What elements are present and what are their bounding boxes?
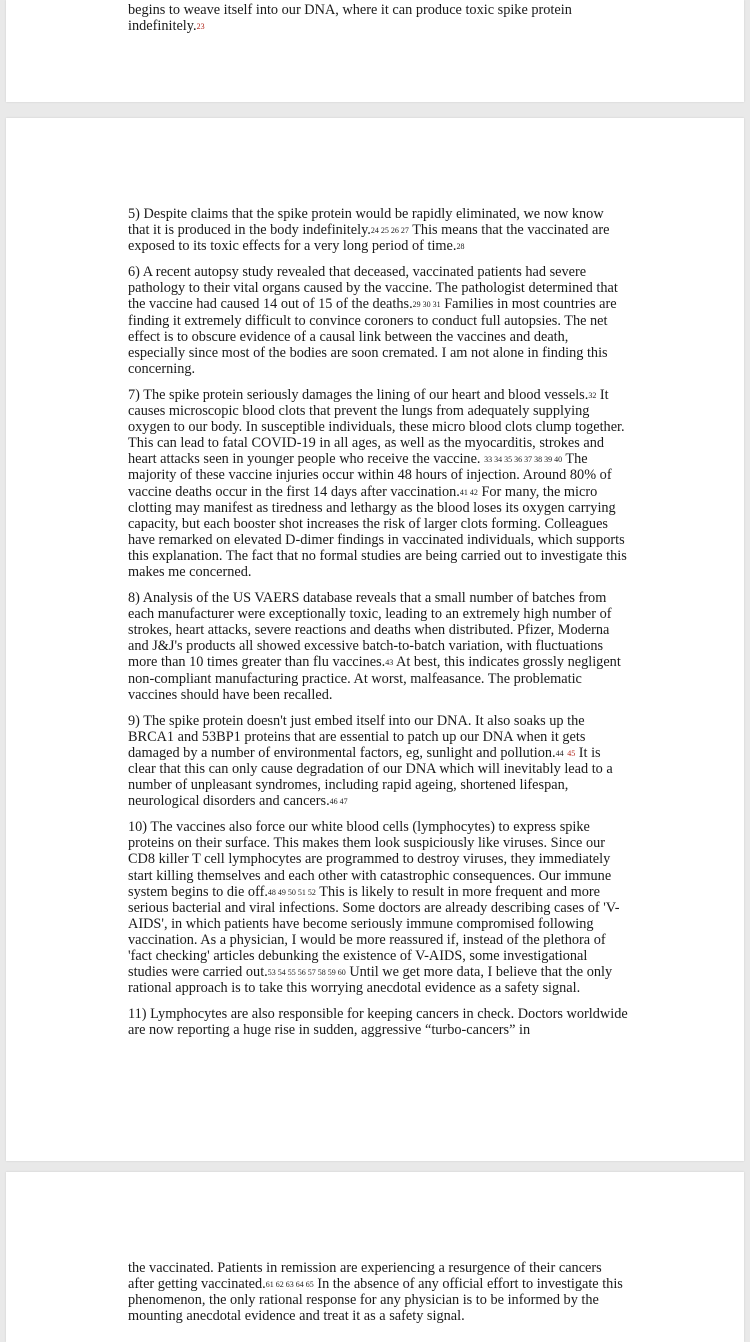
page-3-text: [128, 1260, 628, 1334]
paragraph-5: 5) Despite claims that the spike protein would be rapidly eliminated, we now know that it is produced in the body indefinitely.24 25 26 27 This means that the vaccinated are exposed to its toxic effects for a very long period of time.28: [128, 206, 610, 255]
footnote-ref[interactable]: 45: [567, 748, 576, 758]
paragraph-11-continued: the vaccinated. Patients in remission are experiencing a resurgence of their cancers after getting vaccinated.61 62 63 64 65 In the absence of any official effort to investigate this phenomenon, the only rational response for any physician is to be informed by the mounting anecdotal evidence and treat it as a safety signal.: [128, 1260, 623, 1325]
paragraph-7: 7) The spike protein seriously damages the lining of our heart and blood vessels.32 It causes microscopic blood clots that prevent the lungs from adequately supplying oxygen to our body. In susceptible individuals, these micro blood clots clump together. This can lead to fatal COVID-19 in all ages, as well as the myocarditis, strokes and heart attacks seen in younger people who receive the vaccine. 33 34 35 36 37 38 39 40 The majority of these vaccine injuries occur within 48 hours of injection. Around 80% of vaccine deaths occur in the first 14 days after vaccination.41 42 For many, the micro clotting may manifest as tiredness and lethargy as the blood loses its oxygen carrying capacity, but each booster shot increases the risk of larger clots forming. Colleagues have remarked on elevated D-dimer findings in vaccinated individuals, which supports this explanation. The fact that no formal studies are being carried out to investigate this makes me concerned.: [128, 386, 627, 580]
footnote-ref[interactable]: 28: [456, 242, 465, 252]
page-2-text: [128, 206, 628, 1049]
footnote-ref[interactable]: 32: [588, 390, 597, 400]
paragraph-6: 6) A recent autopsy study revealed that deceased, vaccinated patients had severe pathology to their vital organs caused by the vaccine. The pathologist determined that the vaccine had caused 14 out of 15 of the deaths.29 30 31 Families in most countries are finding it extremely difficult to convince coroners to conduct full autopsies. The net effect is to obscure evidence of a causal link between the vaccines and death, especially since most of the bodies are soon cremated. I am not alone in finding this concerning.: [128, 264, 618, 377]
page-2: [6, 118, 744, 1161]
footnote-ref[interactable]: 61 62 63 64 65: [265, 1280, 314, 1290]
footnote-ref[interactable]: 23: [196, 22, 205, 32]
page-1-text: [128, 2, 628, 44]
footnote-ref[interactable]: 53 54 55 56 57 58 59 60: [267, 968, 346, 978]
footnote-ref[interactable]: 33 34 35 36 37 38 39 40: [484, 455, 563, 465]
paragraph-10: 10) The vaccines also force our white blood cells (lymphocytes) to express spike proteins on their surface. This makes them look suspiciously like viruses. Since our CD8 killer T cell lymphocytes are programmed to destroy viruses, they immediately start killing themselves and each other with catastrophic consequences. Our immune system begins to die off.48 49 50 51 52 This is likely to result in more frequent and more serious bacterial and viral infections. Some doctors are already describing cases of 'V-AIDS', in which patients have become seriously immune compromised following vaccination. As a physician, I would be more reassured if, instead of the plethora of 'fact checking' articles debunking the existence of V-AIDS, some investigational studies were carried out.53 54 55 56 57 58 59 60 Until we get more data, I believe that the only rational approach is to take this worrying anecdotal evidence as a safety signal.: [128, 819, 620, 997]
footnote-ref[interactable]: 41 42: [459, 487, 478, 497]
paragraph-11: 11) Lymphocytes are also responsible for keeping cancers in check. Doctors worldwide are now reporting a huge rise in sudden, aggressive “turbo-cancers” in: [128, 1006, 628, 1039]
paragraph-8: 8) Analysis of the US VAERS database reveals that a small number of batches from each manufacturer were exceptionally toxic, leading to an extremely high number of strokes, heart attacks, severe reactions and deaths when distributed. Pfizer, Moderna and J&J's products all showed excessive batch-to-batch variation, with fluctuations more than 10 times greater than flu vaccines.43 At best, this indicates grossly negligent non-compliant manufacturing practice. At worst, malfeasance. The problematic vaccines should have been recalled.: [128, 590, 621, 703]
footnote-ref[interactable]: 43: [385, 658, 394, 668]
paragraph-continued: begins to weave itself into our DNA, where it can produce toxic spike protein indefinitely.23: [128, 2, 572, 35]
footnote-ref[interactable]: 24 25 26 27: [370, 226, 409, 236]
footnote-ref[interactable]: 44: [555, 748, 564, 758]
footnote-ref[interactable]: 46 47: [329, 797, 348, 807]
footnote-ref[interactable]: 48 49 50 51 52: [267, 887, 316, 897]
paragraph-9: 9) The spike protein doesn't just embed itself into our DNA. It also soaks up the BRCA1 and 53BP1 proteins that are essential to patch up our DNA when it gets damaged by a number of environmental factors, eg, sunlight and pollution.44 45 It is clear that this can only cause degradation of our DNA which will inevitably lead to a number of unpleasant syndromes, including rapid ageing, shortened lifespan, neurological disorders and cancers.46 47: [128, 712, 613, 810]
footnote-ref[interactable]: 29 30 31: [412, 300, 441, 310]
page-3: [6, 1172, 744, 1342]
page-1: [6, 0, 744, 102]
